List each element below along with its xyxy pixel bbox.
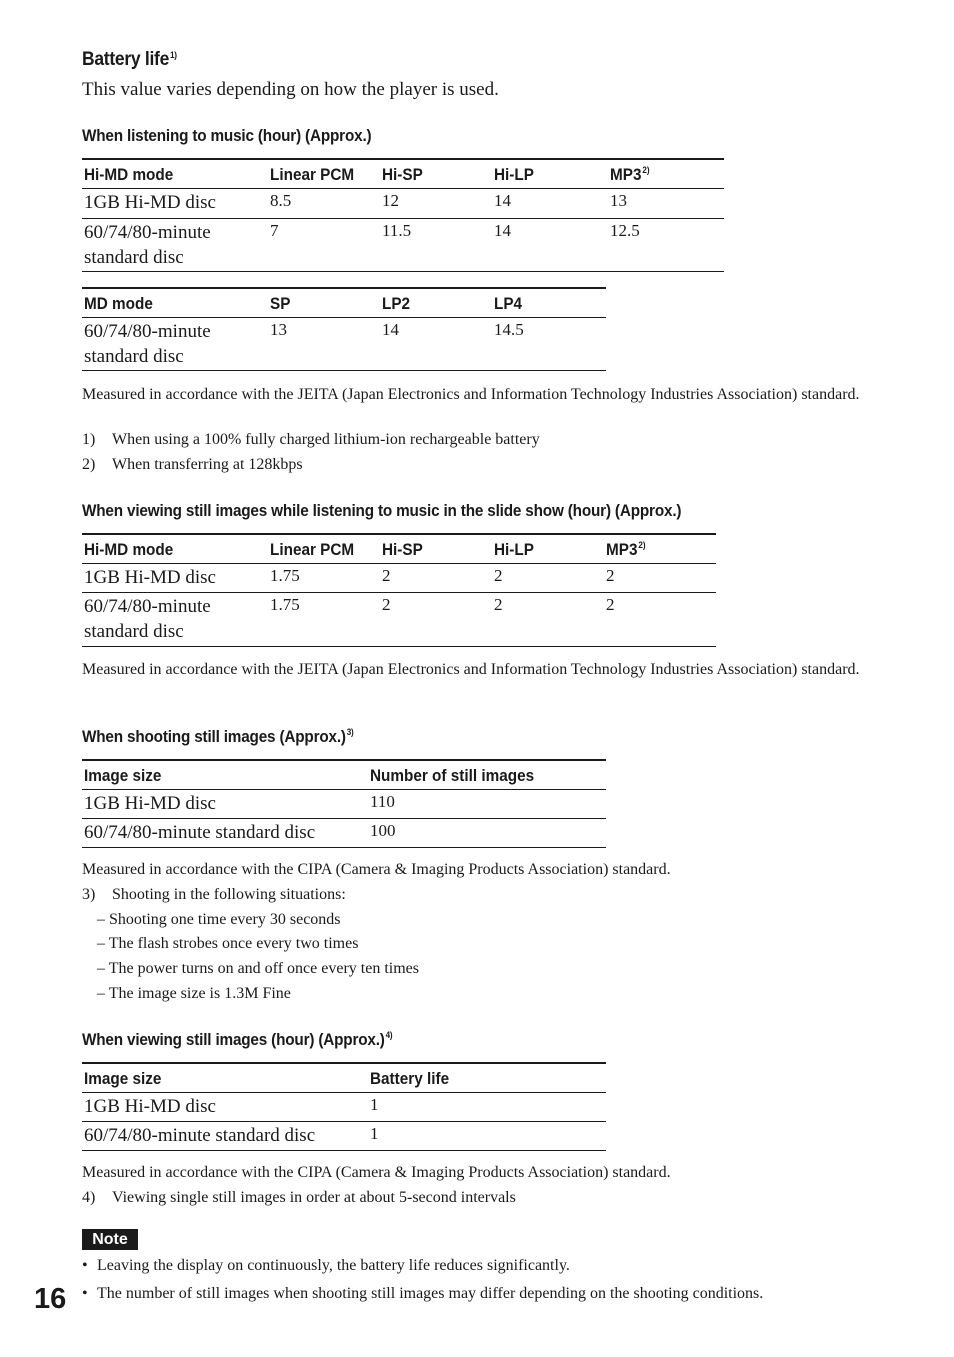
footnote-ref: 4) — [385, 1030, 393, 1040]
table-cell: 14.5 — [494, 320, 524, 339]
section-title-text: Battery life — [82, 49, 170, 70]
table-row — [82, 219, 724, 272]
music-heading: When listening to music (hour) (Approx.) — [82, 126, 372, 145]
table-cell: 60/74/80-minute standard disc — [84, 822, 316, 843]
note-bullet: • The number of still images when shooting still images may differ depending on the shooting conditions. — [82, 1285, 764, 1302]
column-header: LP2 — [380, 288, 492, 318]
table-header-row — [82, 159, 724, 189]
shooting-table — [82, 759, 606, 848]
footnote-ref: 3) — [346, 727, 354, 737]
table-cell: 1GB Hi-MD disc — [82, 189, 268, 219]
table-cell: 2 — [606, 595, 615, 614]
section-title — [82, 49, 177, 71]
measured-note: Measured in accordance with the JEITA (Japan Electronics and Information Technology Industries Association) standard. — [82, 386, 860, 403]
table-cell: 1GB Hi-MD disc — [82, 790, 368, 819]
table-cell: 1GB Hi-MD disc — [82, 1093, 368, 1122]
table-row — [82, 189, 724, 219]
column-header: Battery life — [368, 1063, 606, 1093]
condition-item: – Shooting one time every 30 seconds — [97, 911, 341, 928]
column-header: Hi-LP — [492, 159, 608, 189]
table-row — [82, 593, 716, 647]
column-header: MP3$^{2)}$ — [604, 534, 716, 564]
table-cell: 2 — [382, 595, 391, 614]
viewing-table — [82, 1062, 606, 1151]
table-cell: 14 — [494, 221, 511, 240]
table-cell: 1GB Hi-MD disc — [82, 564, 268, 593]
table-cell: 60/74/80-minute standard disc — [84, 1125, 316, 1146]
table-cell: 1 — [368, 1093, 606, 1122]
slideshow-heading: When viewing still images while listening to music in the slide show (hour) (Approx.) — [82, 501, 682, 520]
shooting-heading: When shooting still images (Approx.)$^{3)}$ — [82, 727, 354, 746]
column-header: Hi-SP — [380, 534, 492, 564]
table-cell: 60/74/80-minute standard disc — [84, 321, 211, 367]
column-header: MD mode — [82, 288, 268, 318]
footnote: 2) When transferring at 128kbps — [82, 456, 303, 473]
condition-item: – The image size is 1.3M Fine — [97, 985, 291, 1002]
column-header: LP4 — [492, 288, 606, 318]
table-cell: 2 — [492, 564, 604, 593]
footnote-ref: 2) — [638, 540, 646, 550]
condition-item: – The power turns on and off once every ten times — [97, 960, 419, 977]
table-cell: 14 — [382, 320, 399, 339]
table-cell: 60/74/80-minute standard disc — [84, 222, 211, 268]
column-header: Number of still images — [368, 760, 606, 790]
table-header-row — [82, 288, 606, 318]
measured-note: Measured in accordance with the CIPA (Camera & Imaging Products Association) standard. — [82, 861, 671, 878]
table-row — [82, 819, 606, 848]
slideshow-table — [82, 533, 716, 647]
table-row — [82, 1093, 606, 1122]
column-header: Hi-MD mode — [82, 534, 268, 564]
column-header: SP — [268, 288, 380, 318]
table-cell: 110 — [368, 790, 606, 819]
table-cell: 7 — [270, 221, 279, 240]
table-cell: 11.5 — [382, 221, 412, 240]
footnote: 3) Shooting in the following situations: — [82, 886, 346, 903]
table-cell: 1.75 — [268, 564, 380, 593]
table-header-row — [82, 1063, 606, 1093]
table-row — [82, 1122, 606, 1151]
column-header: Image size — [82, 760, 368, 790]
table-cell: 2 — [380, 564, 492, 593]
column-header: Hi-MD mode — [82, 159, 268, 189]
viewing-heading: When viewing still images (hour) (Approx.)$^{4)}$ — [82, 1030, 393, 1049]
music-hi-md-table — [82, 158, 724, 272]
table-cell: 100 — [370, 821, 396, 840]
measured-note: Measured in accordance with the CIPA (Camera & Imaging Products Association) standard. — [82, 1164, 671, 1181]
note-badge: Note — [82, 1229, 138, 1250]
measured-note: Measured in accordance with the JEITA (Japan Electronics and Information Technology Industries Association) standard. — [82, 661, 860, 678]
table-cell: 1 — [370, 1124, 379, 1143]
table-cell: 2 — [494, 595, 503, 614]
note-bullet: • Leaving the display on continuously, the battery life reduces significantly. — [82, 1257, 570, 1274]
table-cell: 60/74/80-minute standard disc — [84, 596, 211, 642]
music-md-table — [82, 287, 606, 371]
table-row — [82, 790, 606, 819]
table-header-row — [82, 534, 716, 564]
column-header: Hi-SP — [380, 159, 492, 189]
table-cell: 8.5 — [268, 189, 380, 219]
table-cell: 14 — [492, 189, 608, 219]
footnote: 4) Viewing single still images in order at about 5-second intervals — [82, 1189, 516, 1206]
column-header: MP3$^{2)}$ — [608, 159, 724, 189]
table-row — [82, 318, 606, 371]
table-header-row — [82, 760, 606, 790]
table-cell: 13 — [608, 189, 724, 219]
table-cell: 2 — [604, 564, 716, 593]
table-cell: 13 — [270, 320, 287, 339]
table-row — [82, 564, 716, 593]
column-header: Linear PCM — [268, 534, 380, 564]
table-cell: 1.75 — [270, 595, 300, 614]
footnote: 1) When using a 100% fully charged lithium-ion rechargeable battery — [82, 431, 540, 448]
column-header: Linear PCM — [268, 159, 380, 189]
table-cell: 12 — [380, 189, 492, 219]
intro-text: This value varies depending on how the player is used. — [82, 79, 499, 100]
column-header: Image size — [82, 1063, 368, 1093]
footnote-ref: 2) — [642, 165, 650, 175]
footnote-ref: 1) — [169, 50, 177, 60]
condition-item: – The flash strobes once every two times — [97, 935, 359, 952]
column-header: Hi-LP — [492, 534, 604, 564]
table-cell: 12.5 — [610, 221, 640, 240]
page-number: 16 — [34, 1283, 67, 1315]
